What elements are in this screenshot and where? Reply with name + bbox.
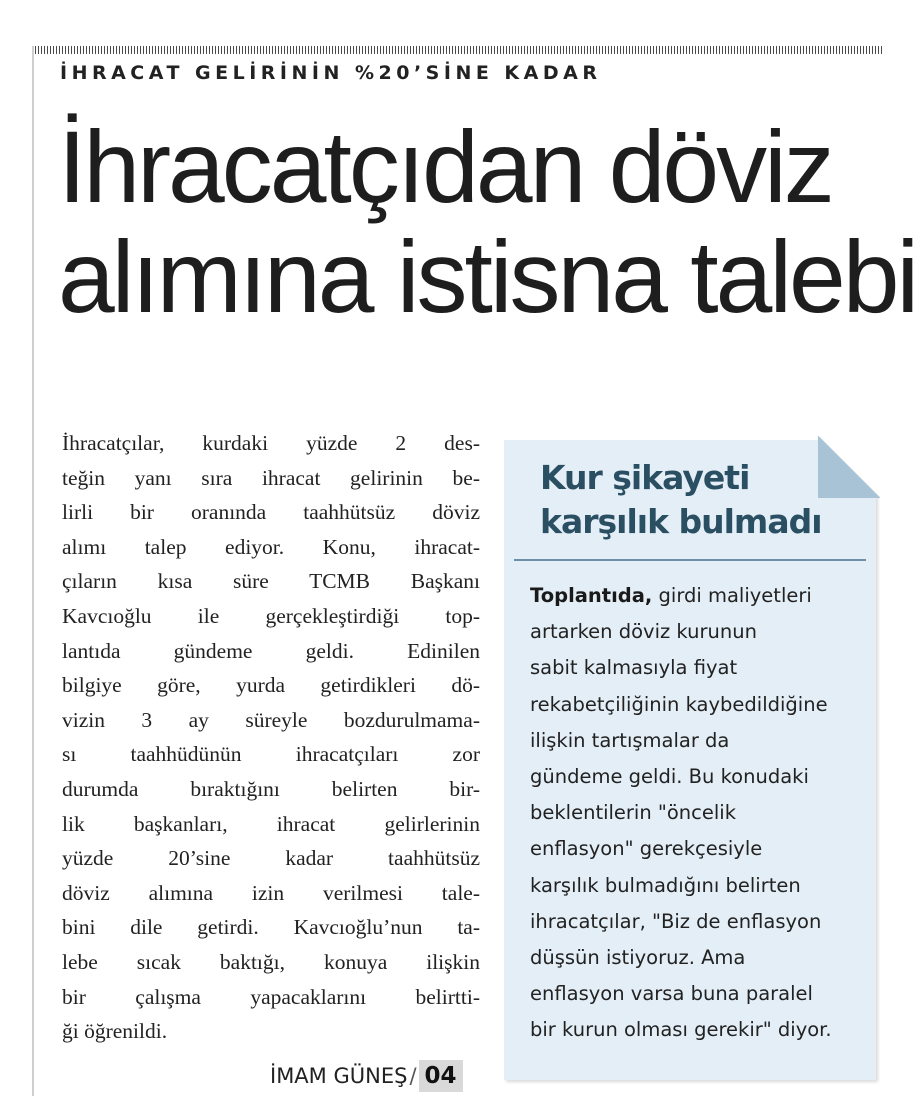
page-fold-corner [818, 436, 880, 498]
sidebar-body-line: düşsün istiyoruz. Ama [530, 946, 746, 970]
sidebar-body-line: bir kurun olması gerekir" diyor. [530, 1018, 832, 1042]
headline-line: alımına istisna talebi [58, 220, 917, 334]
sidebar-body-line: artarken döviz kurunun [530, 620, 757, 644]
article-byline [270, 1059, 463, 1093]
left-column-rule [32, 46, 34, 1096]
article-kicker: İHRACAT GELİRİNİN %20’SİNE KADAR [60, 62, 602, 84]
body-line: ği öğrenildi. [62, 1019, 168, 1044]
body-line: Kavcıoğlu ile gerçekleştirdiği top- [62, 603, 480, 628]
body-line: lantıda gündeme geldi. Edinilen [62, 638, 480, 663]
sidebar-title-line: karşılık bulmadı [540, 502, 822, 541]
sidebar-body-line: ilişkin tartışmalar da [530, 728, 730, 752]
article-headline [58, 110, 917, 334]
body-line: çıların kısa süre TCMB Başkanı [62, 569, 480, 594]
body-line: İhracatçılar, kurdaki yüzde 2 des- [62, 431, 480, 455]
sidebar-body-line [530, 578, 860, 614]
body-line: bini dile getirdi. Kavcıoğlu’nun ta- [62, 915, 480, 940]
sidebar-body-line: sabit kalmasıyla fiyat [530, 656, 738, 680]
byline-separator: / [409, 1064, 417, 1088]
sidebar-box [504, 440, 876, 1080]
body-line: sı taahhüdünün ihracatçıları zor [62, 742, 480, 767]
page-number-badge: 04 [419, 1060, 463, 1092]
body-line: döviz alımına izin verilmesi tale- [62, 880, 480, 905]
body-line: lirli bir oranında taahhütsüz döviz [62, 500, 480, 525]
body-line: lebe sıcak baktığı, konuya ilişkin [62, 949, 480, 974]
sidebar-body-line: enflasyon varsa buna paralel [530, 982, 813, 1006]
sidebar-body-line: ihracatçılar, "Biz de enflasyon [530, 909, 822, 933]
body-line: alımı talep ediyor. Konu, ihracat- [62, 534, 480, 559]
article-body [62, 426, 480, 1049]
sidebar-body [530, 578, 860, 1049]
headline-line: İhracatçıdan döviz [58, 110, 832, 224]
sidebar-body-line: gündeme geldi. Bu konudaki [530, 765, 809, 789]
body-line: vizin 3 ay süreyle bozdurulmama- [62, 707, 480, 732]
sidebar-body-line: rekabetçiliğinin kaybedildiğine [530, 692, 828, 716]
sidebar-body-line: enflasyon" gerekçesiyle [530, 837, 763, 861]
sidebar-title [540, 456, 822, 544]
sidebar-lead: Toplantıda, [530, 584, 653, 607]
body-line: teğin yanı sıra ihracat gelirinin be- [62, 465, 480, 490]
body-line: bir çalışma yapacaklarını belirtti- [62, 984, 480, 1009]
body-line: durumda bıraktığını belirten bir- [62, 776, 480, 801]
body-line: bilgiye göre, yurda getirdikleri dö- [62, 673, 480, 698]
sidebar-body-text: girdi maliyetleri [652, 584, 812, 607]
body-line: lik başkanları, ihracat gelirlerinin [62, 811, 480, 836]
sidebar-body-line: karşılık bulmadığını belirten [530, 873, 801, 897]
sidebar-body-line: beklentilerin "öncelik [530, 801, 737, 825]
sidebar-divider [514, 559, 866, 561]
author-name: İMAM GÜNEŞ [270, 1064, 408, 1088]
body-line: yüzde 20’sine kadar taahhütsüz [62, 846, 480, 871]
sidebar-title-line: Kur şikayeti [540, 458, 750, 497]
top-dotted-rule [32, 46, 882, 54]
